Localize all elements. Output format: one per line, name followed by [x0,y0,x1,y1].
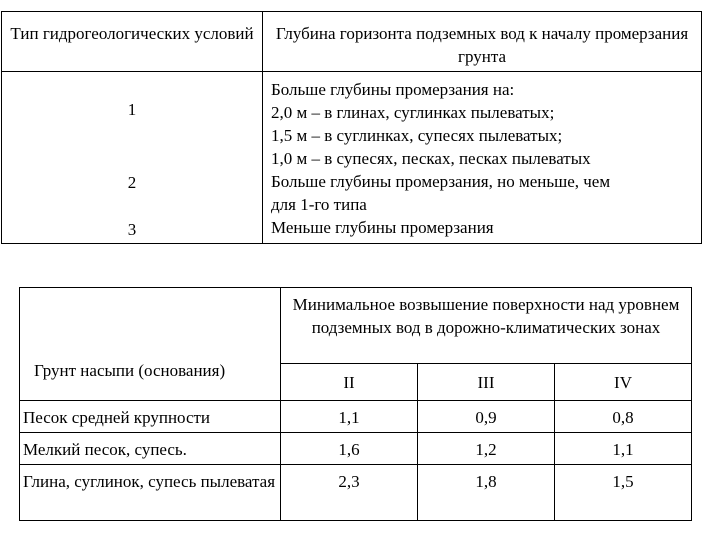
soil-name-cell: Песок средней крупности [20,401,281,433]
value-cell: 0,9 [418,401,555,433]
description-line: 1,0 м – в супесях, песках, песках пылеватых [271,149,591,168]
value-cell: 1,2 [418,433,555,465]
soil-name-cell: Мелкий песок, супесь. [20,433,281,465]
description-line: для 1-го типа [271,195,367,214]
soil-name-cell: Глина, суглинок, супесь пылеватая [20,465,281,521]
description-line: 2,0 м – в глинах, суглинках пылеватых; [271,103,555,122]
soil-column-header: Грунт насыпи (основания) [20,288,281,401]
value-cell: 1,5 [555,465,692,521]
value-cell: 0,8 [555,401,692,433]
type-number-1: 1 [127,100,137,119]
zone-header-ii: II [281,364,418,401]
minimum-elevation-table [19,287,692,521]
table-row [2,72,702,244]
depth-column-header: Глубина горизонта подземных вод к началу промерзания грунта [263,12,702,72]
description-line: Больше глубины промерзания, но меньше, чем [271,172,611,191]
type-numbers-cell [2,72,263,244]
value-cell: 2,3 [281,465,418,521]
description-line: 1,5 м – в суглинках, супесях пылеватых; [271,126,563,145]
description-line: Меньше глубины промерзания [271,218,494,237]
type-number-3: 3 [127,220,137,239]
hydrogeological-conditions-table [1,11,702,244]
table-header-row [2,12,702,72]
value-cell: 1,6 [281,433,418,465]
value-cell: 1,1 [281,401,418,433]
zone-group-header: Минимальное возвышение поверхности над уровнем подземных вод в дорожно-климатических зонах [281,288,692,364]
table-row [20,401,692,433]
type-number-2: 2 [127,173,137,192]
table-row [20,433,692,465]
zone-header-iii: III [418,364,555,401]
zone-header-iv: IV [555,364,692,401]
description-line: Больше глубины промерзания на: [271,80,515,99]
value-cell: 1,8 [418,465,555,521]
depth-description-cell [263,72,702,244]
table-header-row [20,288,692,364]
type-column-header: Тип гидрогеологических условий [2,12,263,72]
value-cell: 1,1 [555,433,692,465]
table-row [20,465,692,521]
